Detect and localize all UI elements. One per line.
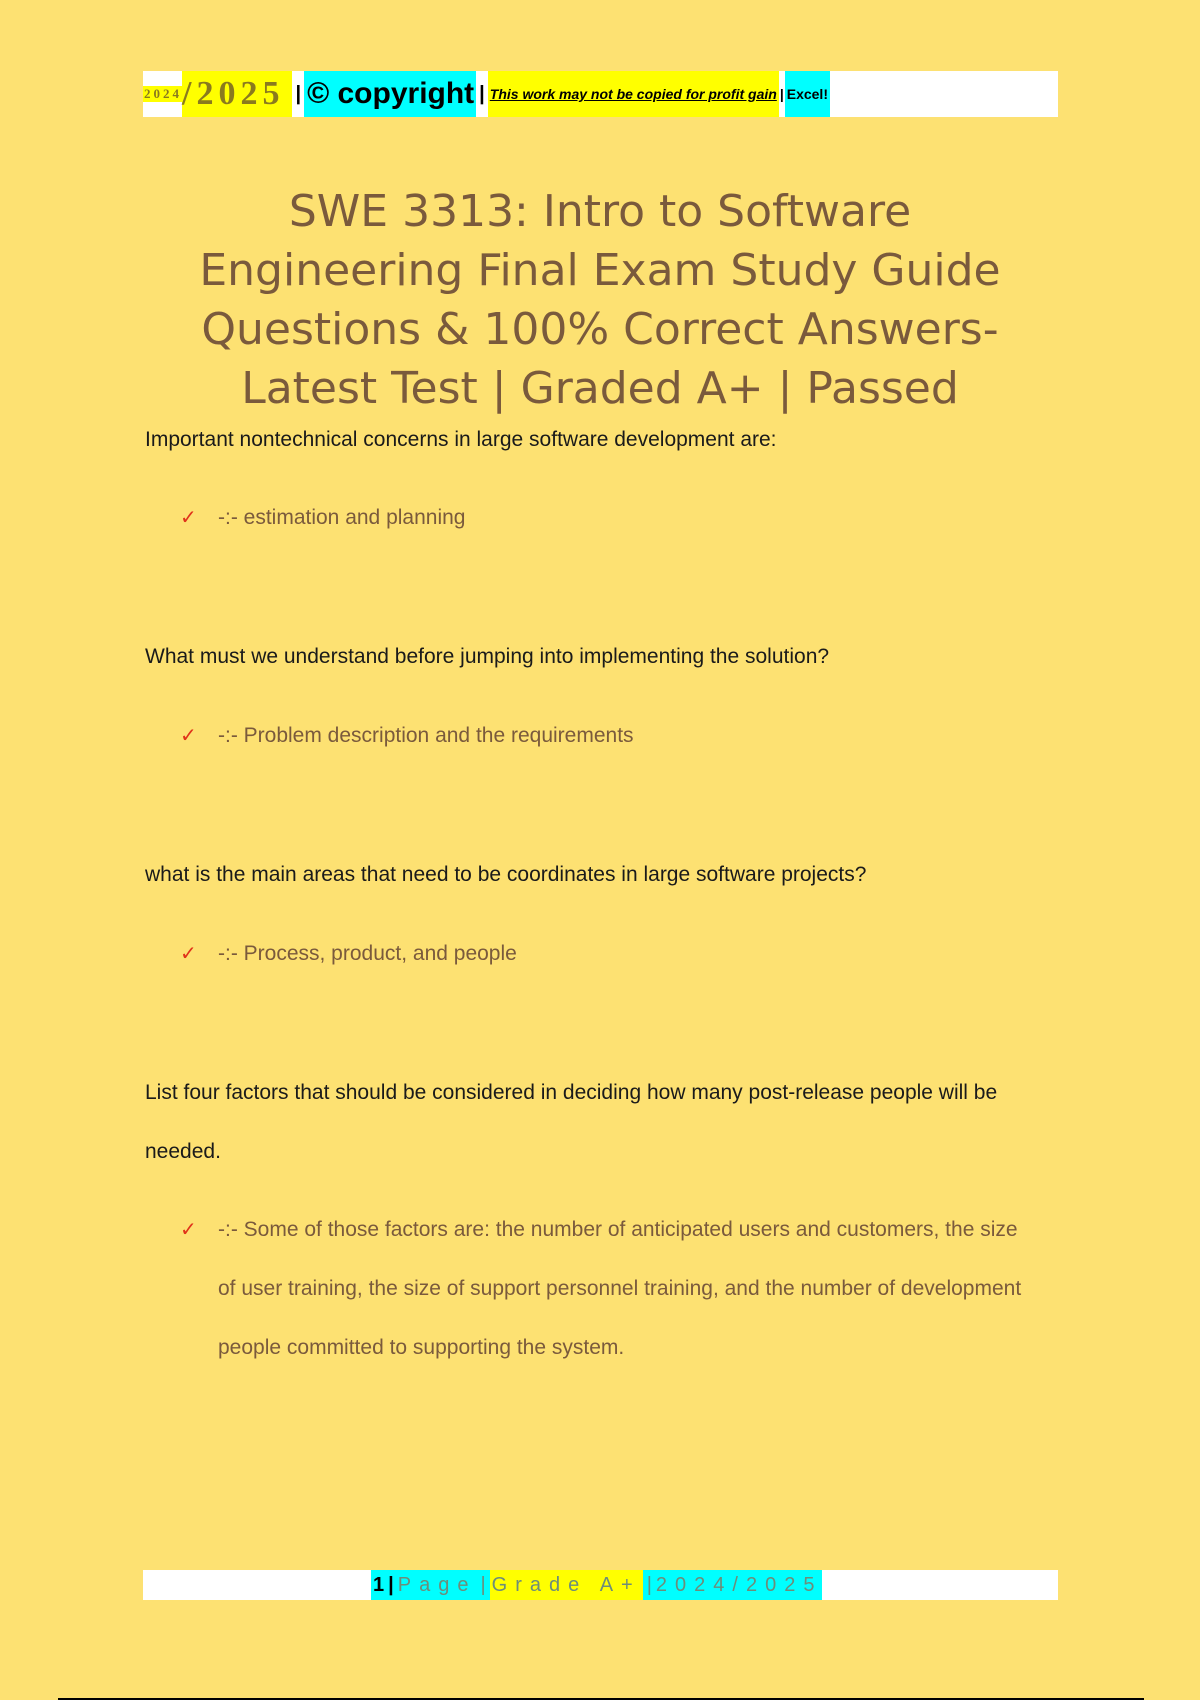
check-icon: ✓ [180, 723, 197, 747]
answer-2 [180, 706, 1040, 765]
answer-text: -:- estimation and planning [218, 506, 466, 529]
header-separator: | [779, 86, 784, 102]
header-bar [143, 71, 1058, 117]
document-title: SWE 3313: Intro to Software Engineering Final Exam Study Guide Questions & 100% Correct Answers- Latest Test | Graded A+ | Passed [199, 186, 1001, 414]
header-excel-label: Excel! [785, 71, 830, 117]
footer-separator: | [480, 1574, 486, 1596]
grade-label: Grade A+ [490, 1570, 643, 1600]
answer-text: -:- Some of those factors are: the number of anticipated users and customers, the size of user training, the size of support personnel training, and the number of development people committed to supporting the system. [218, 1218, 1022, 1359]
check-icon: ✓ [180, 505, 197, 529]
page-number: 1 [373, 1574, 385, 1596]
check-icon: ✓ [180, 1217, 197, 1241]
question-2: What must we understand before jumping into implementing the solution? [145, 645, 830, 668]
answer-text: -:- Process, product, and people [218, 942, 517, 965]
answer-3 [180, 924, 1040, 983]
footer-separator: | [646, 1574, 652, 1596]
header-separator: | [295, 83, 302, 105]
answer-text: -:- Problem description and the requirements [218, 724, 634, 747]
header-copy-notice: This work may not be copied for profit gain [488, 71, 779, 117]
check-icon: ✓ [180, 941, 197, 965]
header-year-big: /2025 [182, 71, 292, 117]
footer-bar [143, 1570, 1058, 1600]
answer-1 [180, 488, 1040, 547]
footer-separator: | [388, 1574, 394, 1596]
footer-page-info [371, 1570, 822, 1600]
question-1: Important nontechnical concerns in large software development are: [145, 428, 777, 451]
header-year-small: 2024 [144, 86, 182, 101]
header-separator: | [479, 83, 485, 105]
question-3: what is the main areas that need to be coordinates in large software projects? [145, 863, 867, 886]
question-4: List four factors that should be considered in deciding how many post-release people will be needed. [145, 1081, 998, 1163]
answer-4 [180, 1200, 1040, 1377]
header-copyright: © copyright [304, 71, 476, 117]
footer-years: 2024/2025 [655, 1574, 823, 1596]
page-label: Page [397, 1574, 477, 1596]
